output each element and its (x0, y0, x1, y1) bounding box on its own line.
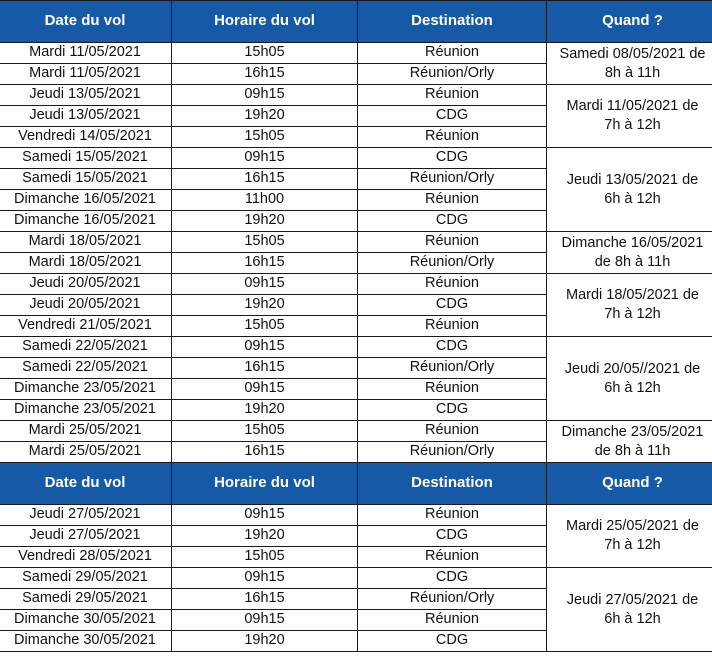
date-du-vol-cell: Jeudi 20/05/2021 (0, 274, 172, 295)
destination-cell: Réunion (358, 610, 547, 631)
quand-cell (547, 274, 712, 337)
column-header-destination: Destination (358, 463, 547, 505)
horaire-du-vol-cell: 19h20 (172, 400, 358, 421)
date-du-vol-cell: Mardi 18/05/2021 (0, 232, 172, 253)
date-du-vol-cell: Samedi 22/05/2021 (0, 358, 172, 379)
date-du-vol-cell: Vendredi 21/05/2021 (0, 316, 172, 337)
quand-line: Jeudi 20/05//2021 de (564, 360, 701, 377)
destination-cell: CDG (358, 211, 547, 232)
quand-line: Jeudi 27/05/2021 de (566, 591, 699, 608)
destination-cell: Réunion (358, 232, 547, 253)
flight-row (0, 421, 712, 442)
column-header-date-du-vol: Date du vol (0, 463, 172, 505)
quand-line: 8h à 11h (604, 64, 661, 81)
date-du-vol-cell: Samedi 29/05/2021 (0, 589, 172, 610)
date-du-vol-cell: Dimanche 16/05/2021 (0, 190, 172, 211)
horaire-du-vol-cell: 16h15 (172, 358, 358, 379)
quand-cell (547, 148, 712, 232)
date-du-vol-cell: Samedi 15/05/2021 (0, 169, 172, 190)
horaire-du-vol-cell: 11h00 (172, 190, 358, 211)
quand-line: de 8h à 11h (594, 442, 671, 459)
flight-row (0, 148, 712, 169)
header-row (0, 463, 712, 505)
flight-row (0, 43, 712, 64)
date-du-vol-cell: Samedi 15/05/2021 (0, 148, 172, 169)
horaire-du-vol-cell: 15h05 (172, 421, 358, 442)
horaire-du-vol-cell: 16h15 (172, 64, 358, 85)
quand-line: Mardi 18/05/2021 de (565, 287, 699, 304)
quand-line: Samedi 08/05/2021 de (559, 45, 706, 62)
destination-cell: Réunion/Orly (358, 253, 547, 274)
column-header-quand: Quand ? (547, 463, 712, 505)
horaire-du-vol-cell: 15h05 (172, 232, 358, 253)
destination-cell: CDG (358, 337, 547, 358)
destination-cell: Réunion/Orly (358, 64, 547, 85)
date-du-vol-cell: Mardi 11/05/2021 (0, 64, 172, 85)
destination-cell: Réunion (358, 505, 547, 526)
quand-line: Mardi 11/05/2021 de (566, 98, 699, 115)
column-header-horaire-du-vol: Horaire du vol (172, 463, 358, 505)
quand-line: 6h à 12h (604, 190, 661, 207)
quand-line: Dimanche 23/05/2021 (561, 423, 704, 440)
horaire-du-vol-cell: 19h20 (172, 211, 358, 232)
horaire-du-vol-cell: 15h05 (172, 127, 358, 148)
date-du-vol-cell: Jeudi 27/05/2021 (0, 505, 172, 526)
destination-cell: Réunion (358, 190, 547, 211)
quand-line: Mardi 25/05/2021 de (565, 518, 699, 535)
horaire-du-vol-cell: 16h15 (172, 253, 358, 274)
destination-cell: Réunion (358, 547, 547, 568)
horaire-du-vol-cell: 15h05 (172, 43, 358, 64)
header-row (0, 1, 712, 43)
date-du-vol-cell: Dimanche 16/05/2021 (0, 211, 172, 232)
flight-row (0, 568, 712, 589)
date-du-vol-cell: Mardi 11/05/2021 (0, 43, 172, 64)
destination-cell: Réunion/Orly (358, 169, 547, 190)
horaire-du-vol-cell: 16h15 (172, 589, 358, 610)
destination-cell: Réunion/Orly (358, 358, 547, 379)
flight-row (0, 274, 712, 295)
quand-cell (547, 232, 712, 274)
horaire-du-vol-cell: 19h20 (172, 526, 358, 547)
destination-cell: CDG (358, 148, 547, 169)
destination-cell: CDG (358, 295, 547, 316)
quand-cell (547, 505, 712, 568)
destination-cell: CDG (358, 526, 547, 547)
horaire-du-vol-cell: 16h15 (172, 442, 358, 463)
destination-cell: Réunion (358, 316, 547, 337)
column-header-horaire-du-vol: Horaire du vol (172, 1, 358, 43)
column-header-destination: Destination (358, 1, 547, 43)
destination-cell: Réunion (358, 85, 547, 106)
date-du-vol-cell: Jeudi 13/05/2021 (0, 85, 172, 106)
quand-cell (547, 421, 712, 463)
quand-line: de 8h à 11h (594, 253, 671, 270)
date-du-vol-cell: Vendredi 28/05/2021 (0, 547, 172, 568)
horaire-du-vol-cell: 09h15 (172, 85, 358, 106)
quand-line: 7h à 12h (604, 117, 661, 133)
flight-schedule-body (0, 1, 712, 652)
destination-cell: CDG (358, 106, 547, 127)
date-du-vol-cell: Dimanche 23/05/2021 (0, 400, 172, 421)
quand-line: 7h à 12h (604, 537, 661, 553)
destination-cell: Réunion (358, 43, 547, 64)
horaire-du-vol-cell: 16h15 (172, 169, 358, 190)
horaire-du-vol-cell: 09h15 (172, 274, 358, 295)
date-du-vol-cell: Mardi 18/05/2021 (0, 253, 172, 274)
destination-cell: Réunion (358, 127, 547, 148)
flight-row (0, 232, 712, 253)
horaire-du-vol-cell: 09h15 (172, 610, 358, 631)
date-du-vol-cell: Dimanche 30/05/2021 (0, 610, 172, 631)
date-du-vol-cell: Dimanche 23/05/2021 (0, 379, 172, 400)
quand-line: 6h à 12h (604, 379, 661, 396)
horaire-du-vol-cell: 19h20 (172, 106, 358, 127)
quand-cell (547, 337, 712, 421)
horaire-du-vol-cell: 09h15 (172, 337, 358, 358)
quand-line: 6h à 12h (604, 610, 661, 627)
quand-cell (547, 85, 712, 148)
column-header-date-du-vol: Date du vol (0, 1, 172, 43)
horaire-du-vol-cell: 15h05 (172, 316, 358, 337)
quand-cell (547, 43, 712, 85)
horaire-du-vol-cell: 19h20 (172, 631, 358, 652)
destination-cell: CDG (358, 631, 547, 652)
destination-cell: CDG (358, 568, 547, 589)
date-du-vol-cell: Samedi 22/05/2021 (0, 337, 172, 358)
destination-cell: Réunion (358, 379, 547, 400)
column-header-quand: Quand ? (547, 1, 712, 43)
horaire-du-vol-cell: 09h15 (172, 148, 358, 169)
quand-line: Dimanche 16/05/2021 (561, 234, 704, 251)
date-du-vol-cell: Jeudi 27/05/2021 (0, 526, 172, 547)
destination-cell: Réunion (358, 421, 547, 442)
horaire-du-vol-cell: 15h05 (172, 547, 358, 568)
horaire-du-vol-cell: 19h20 (172, 295, 358, 316)
destination-cell: CDG (358, 400, 547, 421)
date-du-vol-cell: Mardi 25/05/2021 (0, 442, 172, 463)
date-du-vol-cell: Dimanche 30/05/2021 (0, 631, 172, 652)
flight-row (0, 505, 712, 526)
date-du-vol-cell: Mardi 25/05/2021 (0, 421, 172, 442)
destination-cell: Réunion/Orly (358, 442, 547, 463)
flight-row (0, 85, 712, 106)
destination-cell: Réunion/Orly (358, 589, 547, 610)
horaire-du-vol-cell: 09h15 (172, 505, 358, 526)
quand-cell (547, 568, 712, 652)
horaire-du-vol-cell: 09h15 (172, 379, 358, 400)
quand-line: Jeudi 13/05/2021 de (566, 171, 699, 188)
horaire-du-vol-cell: 09h15 (172, 568, 358, 589)
date-du-vol-cell: Samedi 29/05/2021 (0, 568, 172, 589)
flight-row (0, 337, 712, 358)
destination-cell: Réunion (358, 274, 547, 295)
quand-line: 7h à 12h (604, 306, 661, 322)
date-du-vol-cell: Jeudi 13/05/2021 (0, 106, 172, 127)
date-du-vol-cell: Vendredi 14/05/2021 (0, 127, 172, 148)
date-du-vol-cell: Jeudi 20/05/2021 (0, 295, 172, 316)
